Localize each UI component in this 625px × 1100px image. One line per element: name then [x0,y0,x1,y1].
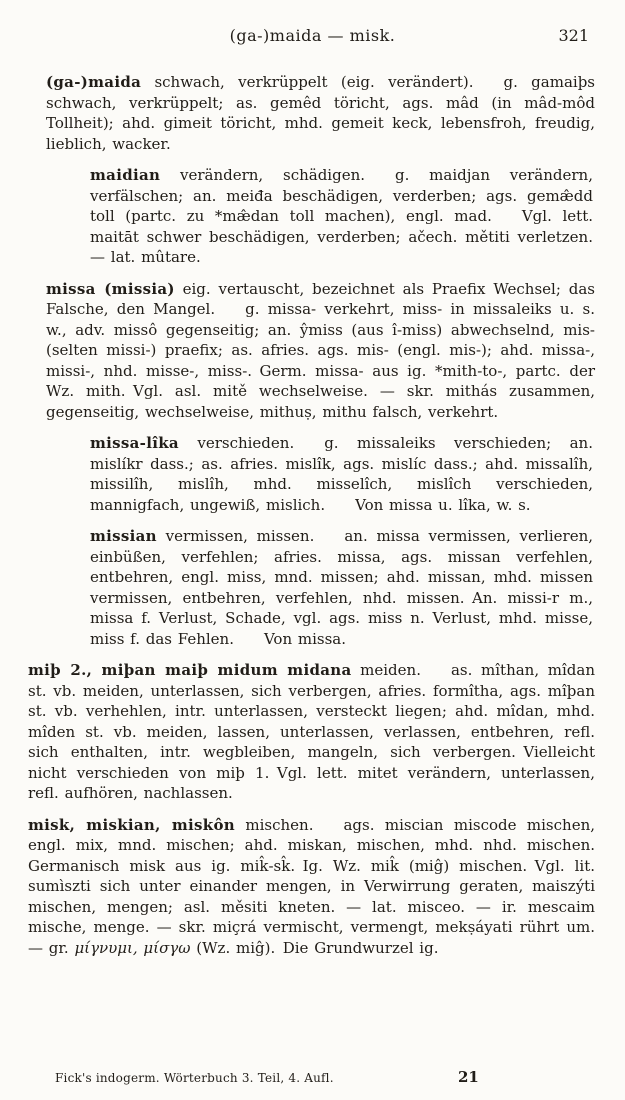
entry-headword: missa (missia) [46,279,175,298]
dictionary-entry [46,72,595,154]
entry-headword: (ga-)maida [46,73,142,91]
page-footer [0,1068,625,1088]
imprint-note: Fick's indogerm. Wörterbuch 3. Teil, 4. Aufl. [55,1071,334,1085]
entry-headword: missa-lîka [90,434,179,452]
entry-text: meiden. as. mîthan, mîdan st. vb. meiden, unterlassen, sich verbergen, afries. formîtha, ags. mîþan st. vb. verhehlen, intr. unterlassen, versteckt liegen; ahd. mîdan, mhd. mîden st. vb. meiden, lassen, unterlassen, verlassen, entbehren, refl. sich enthalten, intr. wegbleiben, mangeln, sich verbergen. Vielleicht nicht verschieden von miþ 1. Vgl. lett. mitet verändern, unterlassen, refl. aufhören, nachlassen. [28,661,595,802]
running-head [0,0,625,50]
entry-text: schwach, verkrüppelt (eig. verändert). g. gamaiþs schwach, verkrüppelt; as. gemêd töricht, ags. mâd (in mâd-môd Tollheit); ahd. gimeit töricht, mhd. gemeit keck, lebensfroh, freudig, lieblich, wacker. [46,73,595,153]
entry-text: eig. vertauscht, bezeichnet als Praefix Wechsel; das Falsche, den Mangel. g. missa- verkehrt, miss- in missaleiks u. s. w., adv. missô gegenseitig; an. ŷmiss (aus î-miss) abwechselnd, mis- (selten missi-) praefix; as. afries. ags. mis- (engl. mis-); ahd. missa-, missi-, nhd. misse-, miss-. Germ. missa- aus ig. *mith-to-, partc. der Wz. mith. Vgl. asl. mitě wechselweise. — skr. mithás zusammen, gegenseitig, wechselweise, mithuṣ, mithu falsch, verkehrt. [46,279,595,421]
entry-text: mischen. ags. miscian miscode mischen, engl. mix, mnd. mischen; ahd. miskan, mischen, mhd. nhd. mischen. Germanisch misk aus ig. mik̂-sk̂. Ig. Wz. mik̂ (miĝ) mischen. Vgl. lit. sumìszti sich unter einander mengen, in Verwirrung geraten, maiszýti mischen, mengen; asl. měsiti kneten. — lat. misceo. — ir. mescaim mische, menge. — skr. miçrá vermischt, vermengt, mekṣáyati rührt um. — gr. [28,815,595,957]
dictionary-entry [90,433,593,515]
entry-text: vermissen, missen. an. missa vermissen, verlieren, einbüßen, verfehlen; afries. missa, ags. missan verfehlen, entbehren, engl. miss, mnd. missen; ahd. missan, mhd. missen vermissen, entbehren, verfehlen, nhd. missen. An. missi-r m., missa f. Verlust, Schade, vgl. ags. miss n. Verlust, mhd. misse, miss f. das Fehlen. Von missa. [90,527,593,648]
entry-text: (Wz. miĝ). Die Grundwurzel ig. [190,938,439,957]
dictionary-entry [90,165,593,268]
entry-headword: miþ 2., miþan maiþ midum midana [28,661,352,679]
page-number: 321 [558,26,589,45]
entry-headword: misk, miskian, miskôn [28,815,235,834]
dictionary-entry [46,279,595,423]
running-title: (ga-)maida — misk. [229,26,396,45]
entry-text: verändern, schädigen. g. maidjan verändern, verfälschen; an. meiđa beschädigen, verderben; ags. gemæ̂dd toll (partc. zu *mæ̂dan toll machen), engl. mad. Vgl. lett. maitāt schwer beschädigen, verderben; ačech. mětiti verletzen. — lat. mûtare. [90,166,593,266]
dictionary-entry [28,660,595,804]
sheet-number: 21 [458,1068,479,1086]
entry-text: verschieden. g. missaleiks verschieden; an. mislíkr dass.; as. afries. mislîk, ags. mislíc dass.; ahd. missalîh, missilîh, mislîh, mhd. misselîch, mislîch verschieden, mannigfach, ungewiß, mislich. Von missa u. lîka, w. s. [90,434,593,514]
dictionary-entry [28,815,595,959]
dictionary-entry [90,526,593,649]
entry-headword: maidian [90,166,161,184]
entries-container [0,72,625,958]
entry-headword: missian [90,527,157,545]
greek-text: μίγνυμι, μίσγω [74,938,191,957]
